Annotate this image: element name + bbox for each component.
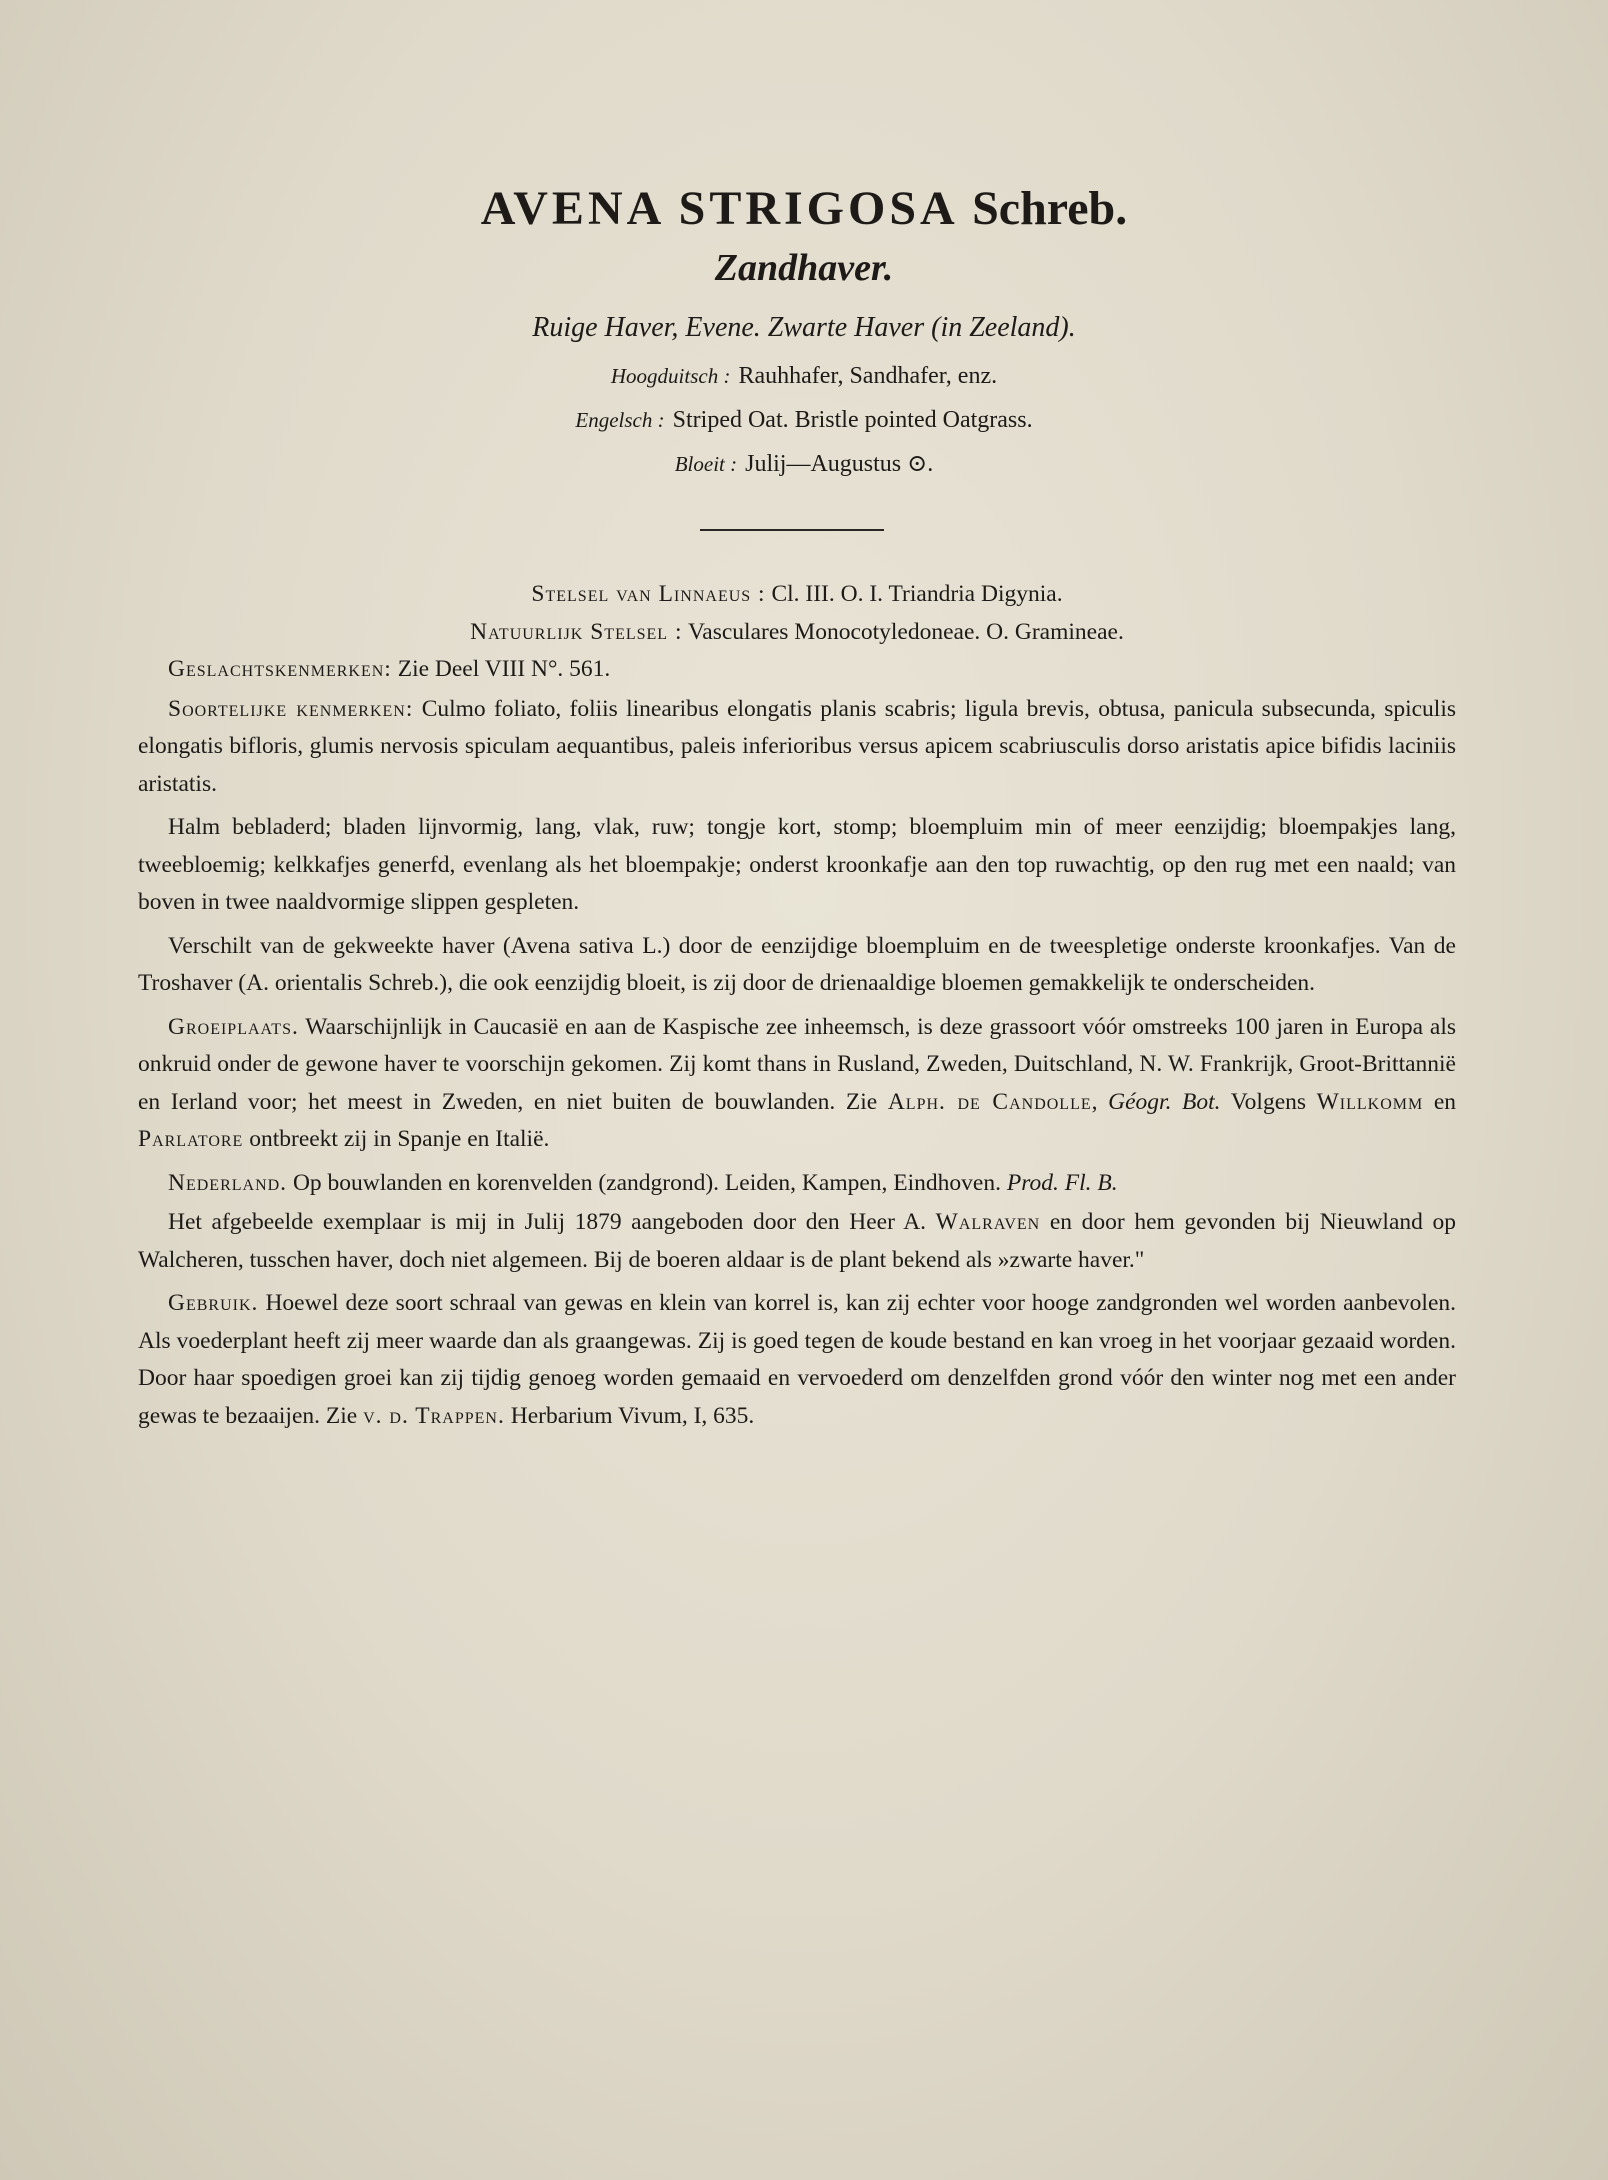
species-characters	[138, 691, 1456, 804]
species-author: Schreb.	[972, 182, 1128, 235]
habitat-author-1: Alph. de Candolle	[887, 1088, 1092, 1115]
usage-author: v. d. Trappen.	[363, 1402, 505, 1429]
habitat-text-3: en	[1433, 1088, 1457, 1115]
natural-text: Vasculares Monocotyledoneae. O. Gramineae.	[687, 618, 1124, 645]
header-divider	[700, 529, 884, 531]
natural-system	[138, 614, 1456, 652]
specimen-donor: Walraven	[935, 1209, 1041, 1235]
english-text: Striped Oat. Bristle pointed Oatgrass.	[672, 407, 1033, 433]
habitat-text-2: Volgens	[1230, 1088, 1307, 1115]
page-header	[0, 178, 1608, 486]
habitat-text-1: Waarschijnlijk in Caucasië en aan de Kaspische zee inheemsch, is deze grassoort vóór omstreeks 100 jaren in Europa als onkruid onder de gewone haver te voorschijn gekomen. Zij komt thans in Rusland, Zweden, Duitschland, N. W. Frankrijk, Groot-Brittannië en Ierland voor; het meest in Zweden, en niet buiten de bouwlanden. Zie	[138, 1013, 1456, 1115]
habitat-text-4: ontbreekt zij in Spanje en Italië.	[249, 1126, 550, 1152]
habitat-label: Groeiplaats.	[168, 1013, 299, 1040]
bloom-text: Julij—Augustus ⊙.	[745, 451, 934, 477]
habitat-author-2: Willkomm	[1316, 1088, 1424, 1115]
habitat-author-3: Parlatore	[138, 1126, 244, 1152]
difference-paragraph: Verschilt van de gekweekte haver (Avena sativa L.) door de eenzijdige bloempluim en de tweespletige onderste kroonkafjes. Van de Troshaver (A. orientalis Schreb.), die ook eenzijdig bloeit, is zij door de drienaaldige bloemen gemakkelijk te onderscheiden.	[138, 932, 1456, 996]
usage-label: Gebruik.	[168, 1290, 259, 1316]
specimen-text-1: Het afgebeelde exemplaar is mij in Julij 1879 aangeboden door den Heer A.	[168, 1209, 927, 1235]
english-label: Engelsch :	[575, 408, 665, 432]
german-label: Hoogduitsch :	[610, 364, 731, 388]
netherlands-text: Op bouwlanden en korenvelden (zandgrond). Leiden, Kampen, Eindhoven.	[292, 1169, 1001, 1196]
species-text: Culmo foliato, foliis linearibus elongatis planis scabris; ligula brevis, obtusa, panicula subsecunda, spiculis elongatis bifloris, glumis nervosis spiculam aequantibus, paleis inferioribus versus apicem scabriusculis dorso aristatis apice bifidis laciniis aristatis.	[138, 695, 1457, 797]
netherlands-paragraph	[138, 1165, 1456, 1203]
german-names	[0, 354, 1608, 398]
genus-text: Zie Deel VIII N°. 561.	[397, 656, 611, 682]
habitat-paragraph: Groeiplaats. Waarschijnlijk in Caucasië en aan de Kaspische zee inheemsch, is deze grassoort vóór omstreeks 100 jaren in Europa als onkruid onder de gewone haver te voorschijn gekomen. Zij komt thans in Rusland, Zweden, Duitschland, N. W. Frankrijk, Groot-Brittannië en Ierland voor; het meest in Zweden, en niet buiten de bouwlanden. Zie Alph. de Candolle, Géogr. Bot. Volgens Willkomm en Parlatore ontbreekt zij in Spanje en Italië.	[138, 1013, 1457, 1152]
description-paragraph: Halm bebladerd; bladen lijnvormig, lang, vlak, ruw; tongje kort, stomp; bloempluim min of meer eenzijdig; bloempakjes lang, tweebloemig; kelkkafjes generfd, evenlang als het bloempakje; onderst kroonkafje aan den top ruwachtig, op den rug met een naald; van boven in twee naaldvormige slippen gespleten.	[138, 814, 1456, 915]
bloom-label: Bloeit :	[674, 452, 738, 476]
genus-label: Geslachtskenmerken:	[168, 656, 392, 682]
netherlands-reference: Prod. Fl. B.	[1006, 1169, 1118, 1196]
species-name: AVENA STRIGOSA	[480, 182, 957, 235]
german-text: Rauhhafer, Sandhafer, enz.	[738, 363, 998, 389]
linnaeus-system	[138, 576, 1456, 614]
usage-text-2: Herbarium Vivum, I, 635.	[510, 1402, 755, 1429]
bloom-period	[0, 442, 1608, 486]
specimen-paragraph	[138, 1204, 1456, 1279]
page-body	[138, 576, 1456, 1441]
species-title	[0, 178, 1608, 240]
linnaeus-label: Stelsel van Linnaeus :	[531, 581, 766, 607]
linnaeus-text: Cl. III. O. I. Triandria Digynia.	[771, 581, 1063, 607]
species-label: Soortelijke kenmerken:	[168, 695, 414, 722]
genus-characters	[138, 651, 1456, 689]
dutch-name: Zandhaver.	[714, 247, 894, 289]
usage-text-1: Hoewel deze soort schraal van gewas en klein van korrel is, kan zij echter voor hooge zandgronden wel worden aanbevolen. Als voederplant heeft zij meer waarde dan als graangewas. Zij is goed tegen de koude bestand en kan vroeg in het voorjaar gezaaid worden. Door haar spoedigen groei kan zij tijdig genoeg worden gemaaid en vervoederd om denzelfden grond vóór den winter nog met een ander gewas te bezaaijen. Zie	[138, 1290, 1456, 1429]
specimen-text-2: en door hem gevonden bij Nieuwland op Walcheren, tusschen haver, doch niet algemeen. Bij de boeren aldaar is de plant bekend als »zwarte haver."	[138, 1209, 1456, 1273]
natural-label: Natuurlijk Stelsel :	[470, 618, 683, 645]
netherlands-label: Nederland.	[168, 1169, 288, 1196]
common-names: Ruige Haver, Evene. Zwarte Haver (in Zeeland).	[532, 312, 1076, 343]
english-names	[0, 398, 1608, 442]
usage-paragraph	[138, 1285, 1456, 1435]
habitat-reference: Géogr. Bot.	[1108, 1088, 1221, 1115]
